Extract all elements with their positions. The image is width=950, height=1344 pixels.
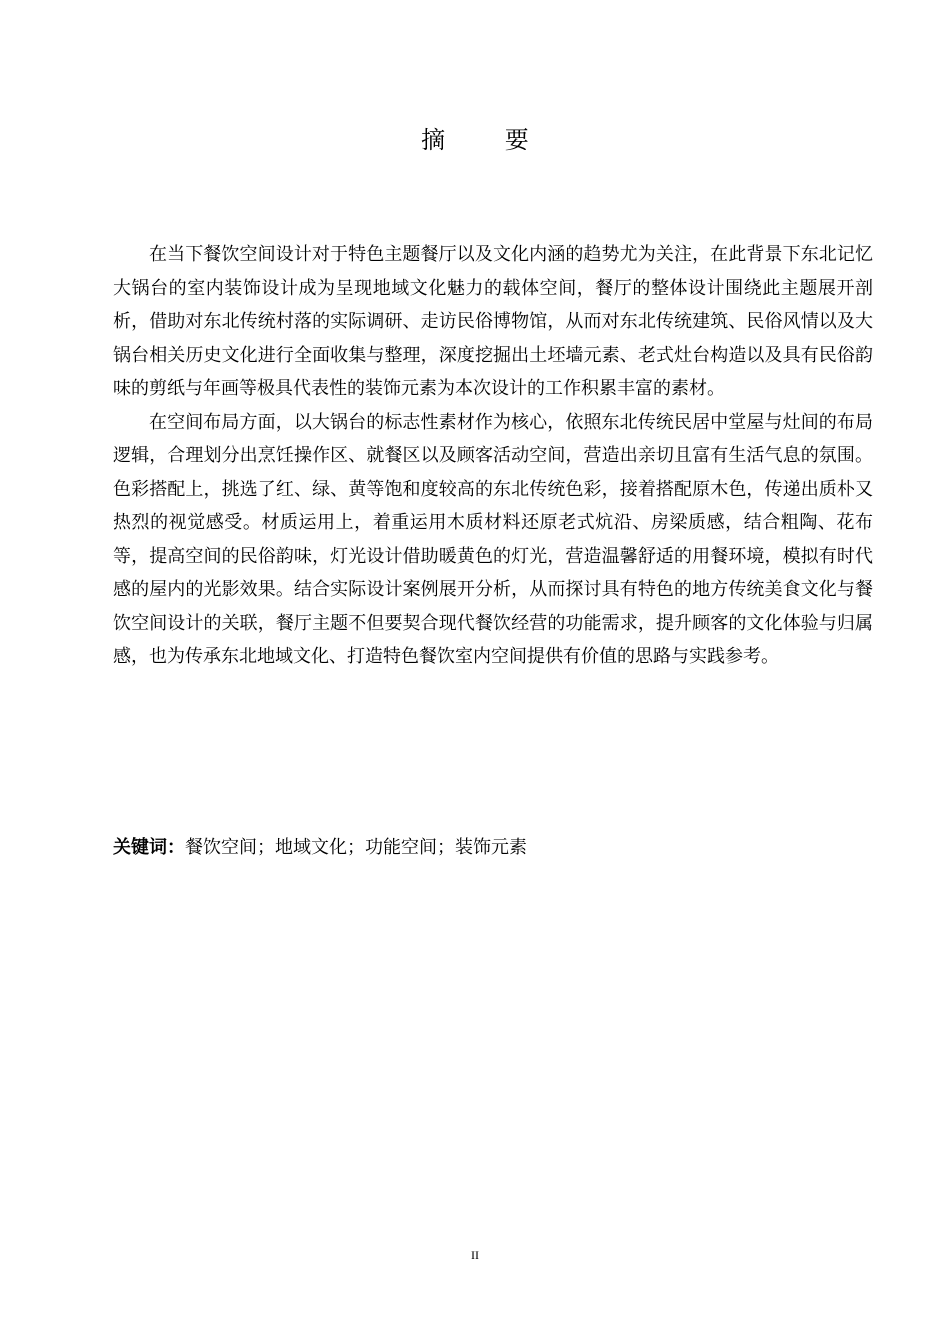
abstract-paragraph-2: 在空间布局方面，以大锅台的标志性素材作为核心，依照东北传统民居中堂屋与灶间的布局逻辑，合理划分出烹饪操作区、就餐区以及顾客活动空间，营造出亲切且富有生活气息的氛围。色彩搭配上，挑选了红、绿、黄等饱和度较高的东北传统色彩，接着搭配原木色，传递出质朴又热烈的视觉感受。材质运用上，着重运用木质材料还原老式炕沿、房梁质感，结合粗陶、花布等，提高空间的民俗韵味，灯光设计借助暖黄色的灯光，营造温馨舒适的用餐环境，模拟有时代感的屋内的光影效果。结合实际设计案例展开分析，从而探讨具有特色的地方传统美食文化与餐饮空间设计的关联，餐厅主题不但要契合现代餐饮经营的功能需求，提升顾客的文化体验与归属感，也为传承东北地域文化、打造特色餐饮室内空间提供有价值的思路与实践参考。 [113,411,873,667]
keywords-label: 关键词： [113,837,185,858]
abstract-title: 摘 要 [421,126,555,154]
page-number: II [471,1248,479,1262]
keywords-text: 餐饮空间；地域文化；功能空间；装饰元素 [185,837,527,858]
abstract-body [113,238,873,674]
keywords-line [113,833,873,863]
abstract-paragraph-1: 在当下餐饮空间设计对于特色主题餐厅以及文化内涵的趋势尤为关注，在此背景下东北记忆大锅台的室内装饰设计成为呈现地域文化魅力的载体空间，餐厅的整体设计围绕此主题展开剖析，借助对东北传统村落的实际调研、走访民俗博物馆，从而对东北传统建筑、民俗风情以及大锅台相关历史文化进行全面收集与整理，深度挖掘出土坯墙元素、老式灶台构造以及具有民俗韵味的剪纸与年画等极具代表性的装饰元素为本次设计的工作积累丰富的素材。 [113,244,873,399]
